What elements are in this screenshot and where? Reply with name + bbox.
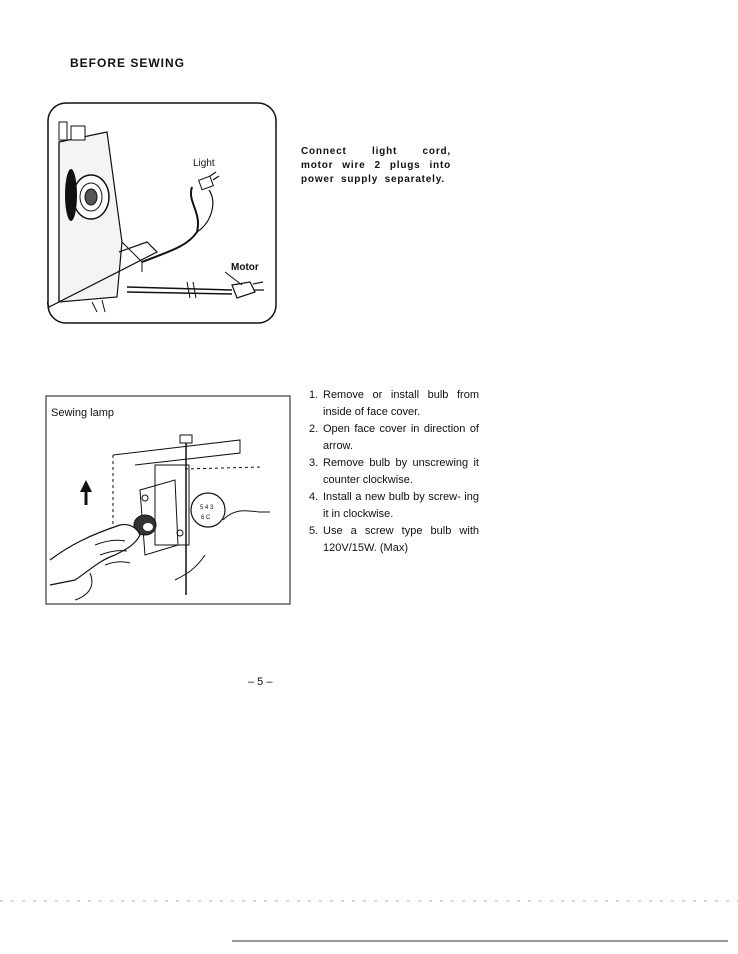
step-text: Use a screw type bulb with 120V/15W. (Max) <box>323 525 479 554</box>
step-number: 3. <box>309 457 319 469</box>
list-item <box>309 523 479 557</box>
power-cord-figure <box>47 102 277 324</box>
sewing-lamp-label: Sewing lamp <box>51 407 114 419</box>
motor-label: Motor <box>231 262 259 273</box>
sewing-lamp-illustration <box>45 395 291 605</box>
list-item <box>309 387 479 421</box>
scan-artifact-dots <box>0 900 738 902</box>
power-cord-illustration <box>47 102 277 324</box>
section-title: BEFORE SEWING <box>70 56 186 70</box>
bulb-instructions-list <box>309 387 479 557</box>
step-number: 2. <box>309 423 319 435</box>
scan-artifact-line <box>232 940 728 942</box>
step-text: Open face cover in direction of arrow. <box>323 423 479 452</box>
sewing-lamp-figure <box>45 395 291 605</box>
svg-text:6 C: 6 C <box>201 515 211 521</box>
page-number: – 5 – <box>248 676 273 688</box>
step-number: 5. <box>309 525 319 537</box>
list-item <box>309 489 479 523</box>
step-text: Install a new bulb by screw- ing it in clockwise. <box>323 491 479 520</box>
list-item <box>309 455 479 489</box>
step-text: Remove or install bulb from inside of face cover. <box>323 389 479 418</box>
step-number: 1. <box>309 389 319 401</box>
step-number: 4. <box>309 491 319 503</box>
step-text: Remove bulb by unscrewing it counter clockwise. <box>323 457 479 486</box>
light-label: Light <box>193 158 215 169</box>
power-instruction: Connect light cord, motor wire 2 plugs into power supply separately. <box>301 146 451 185</box>
svg-text:5 4 3: 5 4 3 <box>200 505 214 511</box>
list-item <box>309 421 479 455</box>
